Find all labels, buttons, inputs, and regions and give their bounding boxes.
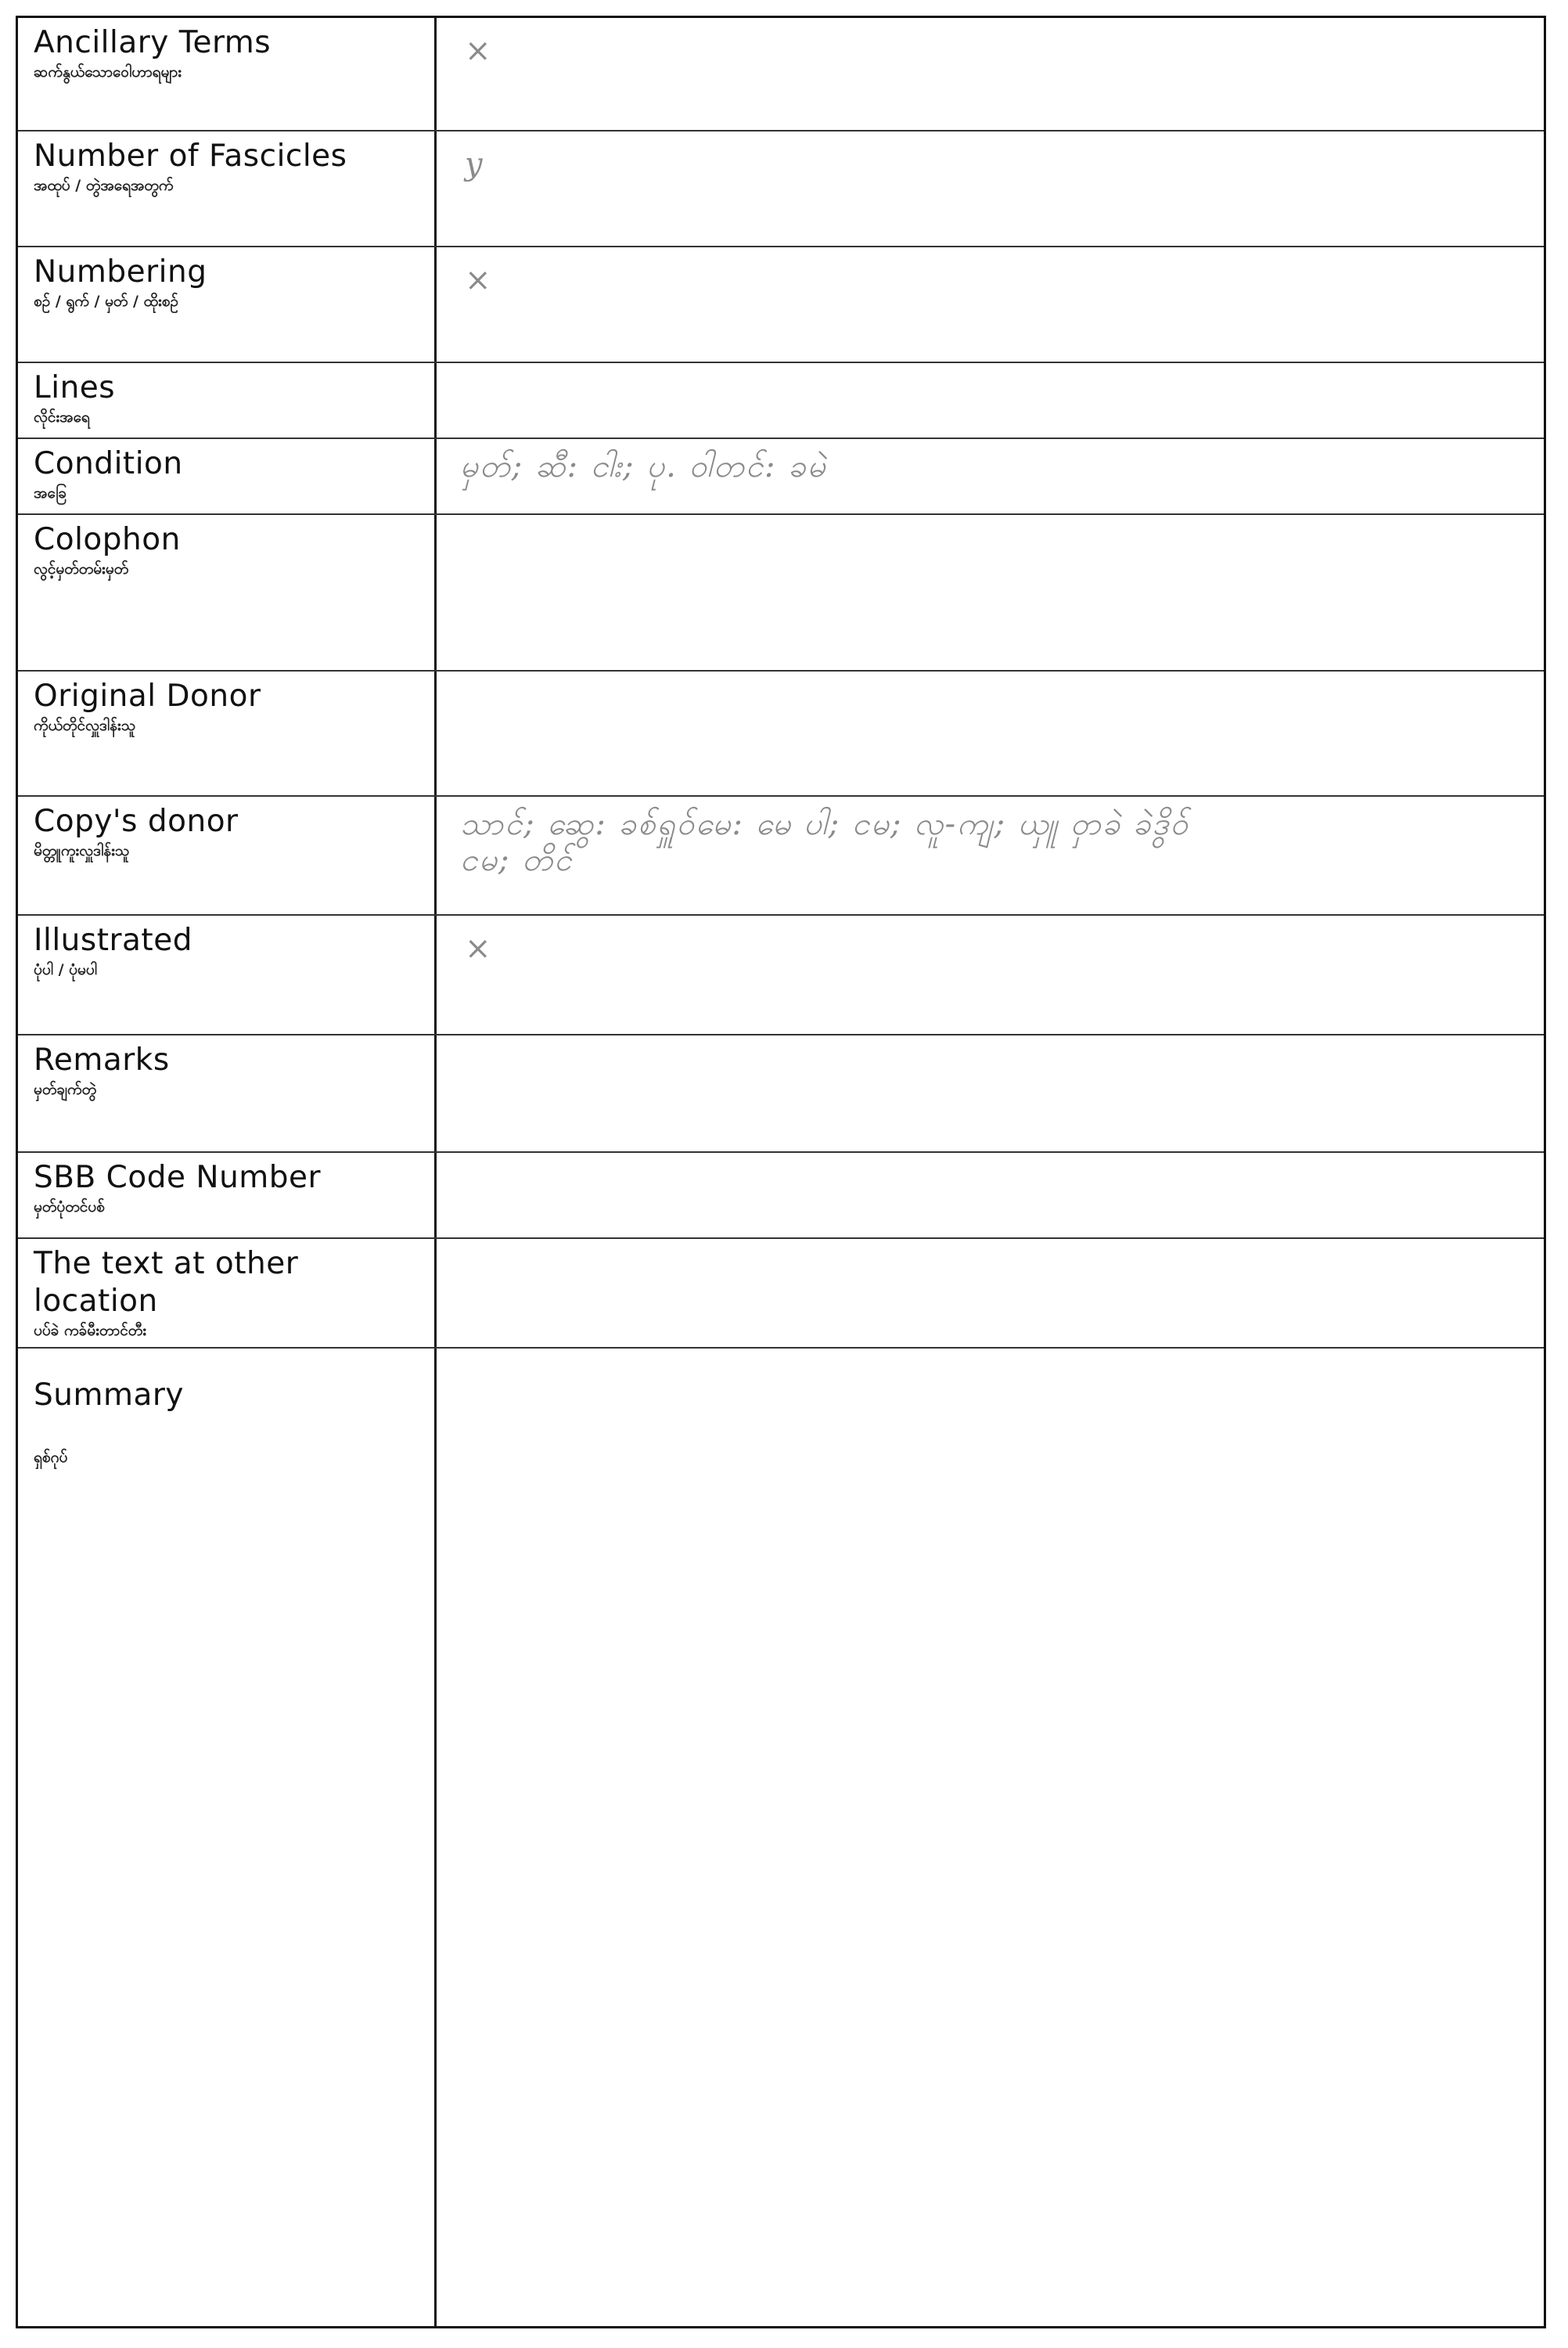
form-row-sbb-code-number xyxy=(18,1153,1544,1239)
handwritten-value-line-1: သာင်; ဆွေ: ခစ်ရှူဝ်မေ: မေ ပါ; ငမ; လူ-ကျ; ယှူ ဝှာခဲ ခဲဒွိဝ် xyxy=(460,806,1189,842)
label-english: Numbering xyxy=(34,254,207,290)
value-cell[interactable] xyxy=(437,439,1544,513)
label-english: Copy's donor xyxy=(34,804,239,839)
label-myanmar: ပပ်ခဲ ကခ်မီးတာင်တီး xyxy=(34,1322,147,1339)
label-myanmar: ပုံပါ / ပုံမပါ xyxy=(34,961,97,978)
label-english: Ancillary Terms xyxy=(34,25,272,60)
value-cell[interactable] xyxy=(437,1153,1544,1237)
form-row-copys-donor xyxy=(18,797,1544,916)
label-cell xyxy=(18,439,437,513)
manuscript-record-form xyxy=(16,16,1546,2328)
label-myanmar: ဆက်နွယ်သောဝေါဟာရများ xyxy=(34,63,182,81)
value-cell[interactable] xyxy=(437,672,1544,795)
form-row-summary xyxy=(18,1349,1544,2326)
value-cell[interactable] xyxy=(437,247,1544,362)
label-english: Illustrated xyxy=(34,923,192,958)
value-cell[interactable] xyxy=(437,1239,1544,1347)
form-row-illustrated xyxy=(18,916,1544,1035)
label-myanmar: စဉ် / ရွက် / မှတ် / ထိုးစဉ် xyxy=(34,293,179,310)
label-myanmar: မိတ္တူကူးလှူဒါန်းသူ xyxy=(34,842,130,859)
handwritten-value: × xyxy=(465,262,491,298)
label-english: SBB Code Number xyxy=(34,1160,322,1195)
label-cell xyxy=(18,916,437,1034)
label-cell xyxy=(18,131,437,246)
form-row-lines xyxy=(18,363,1544,439)
label-english-line-1: The text at other xyxy=(34,1246,299,1281)
value-cell[interactable] xyxy=(437,797,1544,914)
form-row-text-at-other-location xyxy=(18,1239,1544,1349)
label-cell xyxy=(18,18,437,130)
label-english: Colophon xyxy=(34,522,181,557)
label-myanmar: ရှစ်ဂုပ် xyxy=(34,1449,68,1466)
label-english: Lines xyxy=(34,370,116,405)
label-myanmar: လွင့်မှတ်တမ်းမှတ် xyxy=(34,560,129,578)
label-english: Remarks xyxy=(34,1043,170,1078)
label-cell xyxy=(18,1349,437,2326)
handwritten-value: × xyxy=(465,33,491,69)
label-english: Original Donor xyxy=(34,679,261,714)
label-cell xyxy=(18,1153,437,1237)
label-cell xyxy=(18,672,437,795)
label-myanmar: အခြေ xyxy=(34,484,67,502)
label-cell xyxy=(18,363,437,438)
label-myanmar: လိုင်းအရေ xyxy=(34,409,90,426)
label-english: Number of Fascicles xyxy=(34,139,347,174)
value-cell[interactable] xyxy=(437,131,1544,246)
value-cell[interactable] xyxy=(437,515,1544,670)
label-cell xyxy=(18,797,437,914)
form-row-colophon xyxy=(18,515,1544,672)
value-cell[interactable] xyxy=(437,1349,1544,2326)
handwritten-value: မှတ်; ဆီ: ငါး; ပု. ဝါတင်: ခမဲ xyxy=(460,448,827,484)
label-myanmar: မှတ်ချက်တွဲ xyxy=(34,1081,97,1098)
value-cell[interactable] xyxy=(437,18,1544,130)
form-row-ancillary-terms xyxy=(18,18,1544,131)
form-row-number-of-fascicles xyxy=(18,131,1544,247)
label-cell xyxy=(18,515,437,670)
handwritten-value-line-2: ငမ; တိင် xyxy=(460,842,574,878)
label-english: Summary xyxy=(34,1377,184,1413)
label-myanmar: ကိုယ်တိုင်လှူဒါန်းသူ xyxy=(34,717,136,734)
label-english: Condition xyxy=(34,446,183,481)
value-cell[interactable] xyxy=(437,363,1544,438)
label-cell xyxy=(18,1239,437,1347)
form-row-remarks xyxy=(18,1035,1544,1153)
form-row-original-donor xyxy=(18,672,1544,797)
value-cell[interactable] xyxy=(437,1035,1544,1151)
label-cell xyxy=(18,247,437,362)
label-english-line-2: location xyxy=(34,1284,158,1319)
label-myanmar: အထုပ် / တွဲအရေအတွက် xyxy=(34,177,174,194)
form-row-numbering xyxy=(18,247,1544,363)
label-cell xyxy=(18,1035,437,1151)
form-row-condition xyxy=(18,439,1544,515)
label-myanmar: မှတ်ပုံတင်ပစ် xyxy=(34,1198,105,1215)
handwritten-value: × xyxy=(465,931,491,967)
handwritten-value: y xyxy=(465,146,483,182)
value-cell[interactable] xyxy=(437,916,1544,1034)
